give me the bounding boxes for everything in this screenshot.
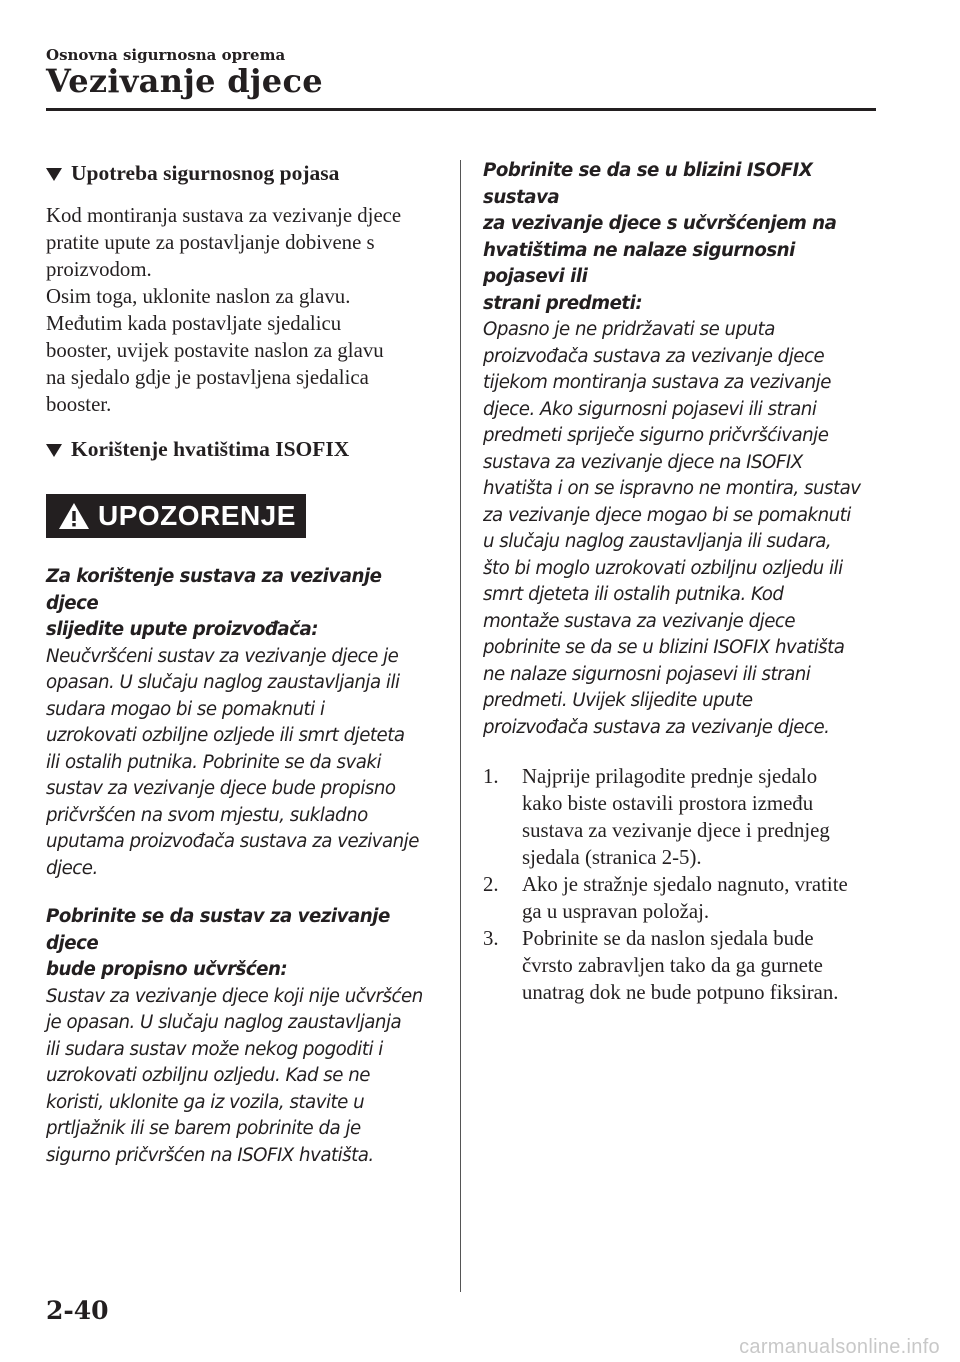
warning-text: Opasno je ne pridržavati se uputa proizvođača sustava za vezivanje djece tijekom montiranja sustava za vezivanje djece. Ako sigurnosni pojasevi ili strani predmeti spriječe sigurno pričvršćivanje sustava za vezivanje djece na ISOFIX hvatišta i on se ispravno ne montira, sustav za vezivanje djece mogao bi se pomaknuti u slučaju naglog zaustavljanja ili sudara, što bi moglo uzrokovati ozbiljnu ozljedu ili smrt djeteta ili ostalih putnika. Kod montaže sustava za vezivanje djece pobrinite se da se u blizini ISOFIX hvatišta ne nalaze sigurnosni pojasevi ili strani predmeti. Uvijek slijedite upute proizvođača sustava za vezivanje djece.: [483, 319, 861, 738]
triangle-bullet-icon: [46, 444, 62, 457]
subheading-isofix: [46, 434, 438, 464]
warning-icon: [58, 501, 90, 531]
warning-block-secured: [46, 904, 438, 1169]
warning-label: UPOZORENJE: [98, 500, 296, 531]
left-column: [46, 158, 438, 1169]
steps-list: [483, 763, 878, 1006]
step-text: Najprije prilagodite prednje sjedalo kako biste ostavili prostora između sustava za vezivanje djece i prednjeg sjedala (stranica 2-5).: [522, 765, 830, 869]
list-item: [483, 925, 878, 1006]
header-rule: [46, 108, 876, 111]
step-number: 2.: [483, 873, 499, 896]
right-column: [483, 158, 878, 1006]
watermark: carmanualsonline.info: [739, 1336, 940, 1358]
step-number: 1.: [483, 765, 499, 788]
subheading-text: Upotreba sigurnosnog pojasa: [71, 161, 340, 185]
warning-heading: Pobrinite se da se u blizini ISOFIX sustava za vezivanje djece s učvršćenjem na hvatištima ne nalaze sigurnosni pojasevi ili strani predmeti:: [483, 160, 837, 314]
warning-text: Sustav za vezivanje djece koji nije učvršćen je opasan. U slučaju naglog zaustavljanja ili sudara sustav može nekog pogoditi i uzrokovati ozbiljnu ozljedu. Kad se ne koristi, uklonite ga iz vozila, stavite u prtljažnik ili se barem pobrinite da je sigurno pričvršćen na ISOFIX hvatišta.: [46, 985, 423, 1166]
warning-block-isofix: [483, 158, 878, 741]
section-header: Osnovna sigurnosna oprema: [46, 46, 286, 64]
warning-heading: Pobrinite se da sustav za vezivanje djece bude propisno učvršćen:: [46, 906, 390, 980]
subheading-seat-belt: [46, 158, 438, 188]
step-text: Ako je stražnje sjedalo nagnuto, vratite ga u uspravan položaj.: [522, 873, 848, 923]
warning-badge: [46, 494, 306, 538]
triangle-bullet-icon: [46, 168, 62, 181]
subheading-text: Korištenje hvatištima ISOFIX: [71, 437, 350, 461]
paragraph-seat-belt: Kod montiranja sustava za vezivanje djece pratite upute za postavljanje dobivene s proizvodom. Osim toga, uklonite naslon za glavu. Međutim kada postavljate sjedalicu booster, uvijek postavite naslon za glavu na sjedalo gdje je postavljena sjedalica booster.: [46, 204, 402, 416]
list-item: [483, 763, 878, 871]
warning-block-manufacturer: [46, 564, 438, 882]
warning-heading: Za korištenje sustava za vezivanje djece slijedite upute proizvođača:: [46, 566, 382, 640]
list-item: [483, 871, 878, 925]
column-divider: [460, 160, 461, 1292]
step-number: 3.: [483, 927, 499, 950]
page-number: 2-40: [46, 1296, 109, 1325]
step-text: Pobrinite se da naslon sjedala bude čvrsto zabravljen tako da ga gurnete unatrag dok ne bude potpuno fiksiran.: [522, 927, 839, 1004]
warning-text: Neučvršćeni sustav za vezivanje djece je opasan. U slučaju naglog zaustavljanja ili sudara mogao bi se pomaknuti i uzrokovati ozbiljne ozljede ili smrt djeteta ili ostalih putnika. Pobrinite se da svaki sustav za vezivanje djece bude propisno pričvršćen na svom mjestu, sukladno uputama proizvođača sustava za vezivanje djece.: [46, 645, 419, 879]
page-title: Vezivanje djece: [46, 62, 323, 100]
